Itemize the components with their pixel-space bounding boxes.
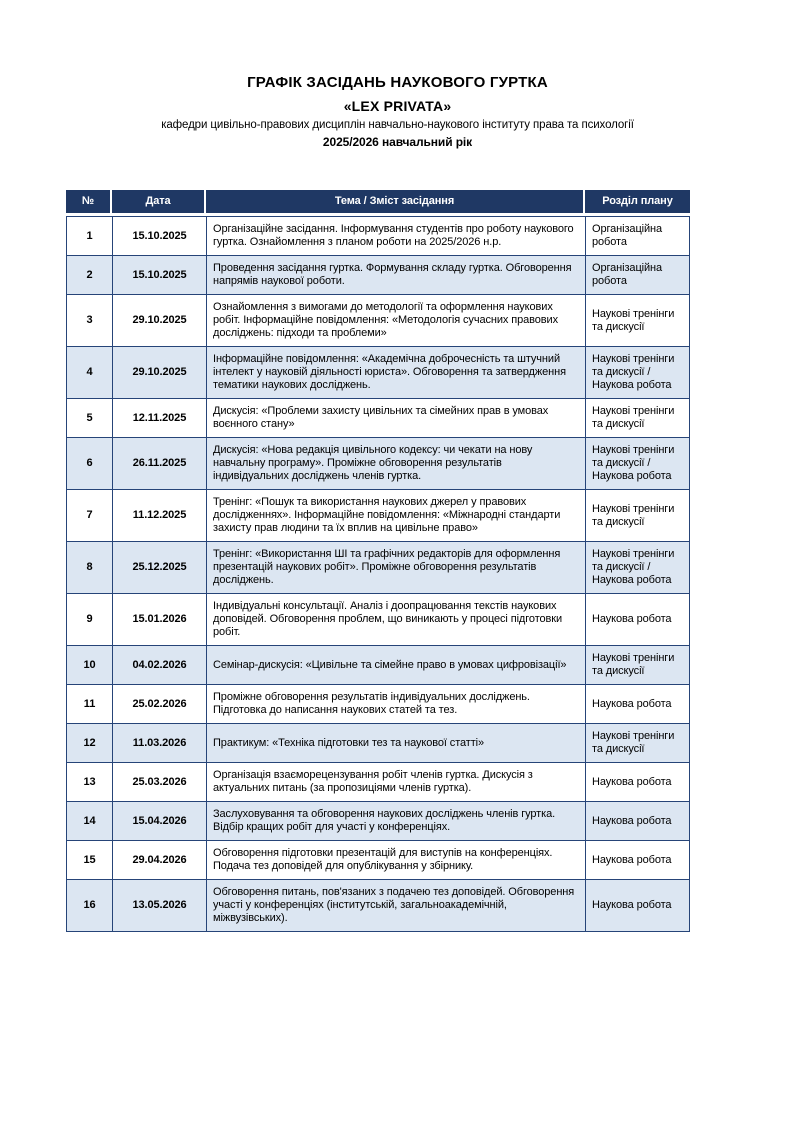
row-section-cell: Наукова робота bbox=[585, 879, 690, 932]
row-date-cell: 15.10.2025 bbox=[112, 255, 206, 294]
row-number-cell: 14 bbox=[66, 801, 112, 840]
row-topic-cell: Тренінг: «Використання ШІ та графічних редакторів для оформлення презентацій наукових робіт». Проміжне обговорення результатів досліджень. bbox=[206, 541, 585, 593]
row-number-cell: 3 bbox=[66, 294, 112, 346]
row-number-cell: 10 bbox=[66, 645, 112, 684]
table-row bbox=[66, 645, 690, 684]
row-section-cell: Наукові тренінги та дискусії / Наукова робота bbox=[585, 346, 690, 398]
table-row bbox=[66, 801, 690, 840]
row-number-cell: 11 bbox=[66, 684, 112, 723]
row-number-cell: 6 bbox=[66, 437, 112, 489]
table-row bbox=[66, 723, 690, 762]
row-topic-cell: Обговорення підготовки презентацій для виступів на конференціях. Подача тез доповідей для опублікування у збірнику. bbox=[206, 840, 585, 879]
row-topic-cell: Ознайомлення з вимогами до методології та оформлення наукових робіт. Інформаційне повідомлення: «Методологія сучасних правових досліджень: підходи та проблеми» bbox=[206, 294, 585, 346]
table-row bbox=[66, 489, 690, 541]
row-number-cell: 13 bbox=[66, 762, 112, 801]
row-section-cell: Організаційна робота bbox=[585, 255, 690, 294]
document-title-block bbox=[0, 0, 795, 149]
row-topic-cell: Дискусія: «Нова редакція цивільного кодексу: чи чекати на нову навчальну програму». Проміжне обговорення результатів індивідуальних досліджень членів гуртка. bbox=[206, 437, 585, 489]
row-number-cell: 2 bbox=[66, 255, 112, 294]
row-date-cell: 26.11.2025 bbox=[112, 437, 206, 489]
row-date-cell: 11.03.2026 bbox=[112, 723, 206, 762]
row-section-cell: Наукова робота bbox=[585, 684, 690, 723]
row-date-cell: 13.05.2026 bbox=[112, 879, 206, 932]
row-section-cell: Наукова робота bbox=[585, 840, 690, 879]
row-topic-cell: Семінар-дискусія: «Цивільне та сімейне право в умовах цифровізації» bbox=[206, 645, 585, 684]
document-title: ГРАФІК ЗАСІДАНЬ НАУКОВОГО ГУРТКА bbox=[247, 74, 548, 91]
row-topic-cell: Практикум: «Техніка підготовки тез та наукової статті» bbox=[206, 723, 585, 762]
circle-name: «LEX PRIVATA» bbox=[343, 98, 452, 114]
row-date-cell: 25.03.2026 bbox=[112, 762, 206, 801]
table-row bbox=[66, 398, 690, 437]
table-row bbox=[66, 346, 690, 398]
column-header-topic: Тема / Зміст засідання bbox=[206, 190, 585, 216]
row-number-cell: 7 bbox=[66, 489, 112, 541]
row-topic-cell: Організаційне засідання. Інформування студентів про роботу наукового гуртка. Ознайомлення з планом роботи на 2025/2026 н.р. bbox=[206, 216, 585, 255]
row-topic-cell: Тренінг: «Пошук та використання наукових джерел у правових дослідженнях». Інформаційне повідомлення: «Міжнародні стандарти захисту прав людини та їх вплив на цивільне право» bbox=[206, 489, 585, 541]
row-section-cell: Організаційна робота bbox=[585, 216, 690, 255]
row-date-cell: 15.01.2026 bbox=[112, 593, 206, 645]
row-section-cell: Наукові тренінги та дискусії bbox=[585, 294, 690, 346]
row-number-cell: 16 bbox=[66, 879, 112, 932]
department-line: кафедри цивільно-правових дисциплін навчально-наукового інституту права та психології bbox=[161, 119, 634, 131]
academic-year: 2025/2026 навчальний рік bbox=[322, 135, 473, 149]
row-date-cell: 15.04.2026 bbox=[112, 801, 206, 840]
row-section-cell: Наукова робота bbox=[585, 593, 690, 645]
row-date-cell: 29.04.2026 bbox=[112, 840, 206, 879]
row-number-cell: 4 bbox=[66, 346, 112, 398]
row-topic-cell: Індивідуальні консультації. Аналіз і доопрацювання текстів наукових доповідей. Обговорення проблем, що виникають у процесі підготовки робіт. bbox=[206, 593, 585, 645]
table-row bbox=[66, 762, 690, 801]
table-row bbox=[66, 879, 690, 932]
row-date-cell: 25.02.2026 bbox=[112, 684, 206, 723]
row-section-cell: Наукові тренінги та дискусії bbox=[585, 398, 690, 437]
row-number-cell: 12 bbox=[66, 723, 112, 762]
row-section-cell: Наукові тренінги та дискусії bbox=[585, 723, 690, 762]
table-row bbox=[66, 593, 690, 645]
column-header-number: № bbox=[66, 190, 112, 216]
schedule-table-header bbox=[66, 190, 690, 216]
table-row bbox=[66, 684, 690, 723]
row-date-cell: 12.11.2025 bbox=[112, 398, 206, 437]
row-date-cell: 25.12.2025 bbox=[112, 541, 206, 593]
row-date-cell: 11.12.2025 bbox=[112, 489, 206, 541]
table-row bbox=[66, 255, 690, 294]
schedule-table bbox=[66, 190, 690, 932]
row-section-cell: Наукові тренінги та дискусії / Наукова робота bbox=[585, 541, 690, 593]
column-header-section: Розділ плану bbox=[585, 190, 690, 216]
row-topic-cell: Організація взаєморецензування робіт членів гуртка. Дискусія з актуальних питань (за пропозиціями членів гуртка). bbox=[206, 762, 585, 801]
row-date-cell: 04.02.2026 bbox=[112, 645, 206, 684]
schedule-table-body bbox=[66, 216, 690, 932]
row-topic-cell: Обговорення питань, пов'язаних з подачею тез доповідей. Обговорення участі у конференціях (інститутській, загальноакадемічній, міжвузівських). bbox=[206, 879, 585, 932]
column-header-date: Дата bbox=[112, 190, 206, 216]
row-topic-cell: Проміжне обговорення результатів індивідуальних досліджень. Підготовка до написання наукових статей та тез. bbox=[206, 684, 585, 723]
header-row bbox=[66, 190, 690, 216]
row-number-cell: 8 bbox=[66, 541, 112, 593]
table-row bbox=[66, 216, 690, 255]
row-date-cell: 29.10.2025 bbox=[112, 294, 206, 346]
table-row bbox=[66, 541, 690, 593]
row-topic-cell: Дискусія: «Проблеми захисту цивільних та сімейних прав в умовах воєнного стану» bbox=[206, 398, 585, 437]
row-section-cell: Наукові тренінги та дискусії bbox=[585, 645, 690, 684]
row-section-cell: Наукова робота bbox=[585, 762, 690, 801]
table-row bbox=[66, 294, 690, 346]
row-topic-cell: Заслуховування та обговорення наукових досліджень членів гуртка. Відбір кращих робіт для участі у конференціях. bbox=[206, 801, 585, 840]
row-section-cell: Наукові тренінги та дискусії / Наукова робота bbox=[585, 437, 690, 489]
row-topic-cell: Інформаційне повідомлення: «Академічна доброчесність та штучний інтелект у науковій діяльності юриста». Обговорення та затвердження тематики наукових досліджень. bbox=[206, 346, 585, 398]
row-number-cell: 1 bbox=[66, 216, 112, 255]
row-topic-cell: Проведення засідання гуртка. Формування складу гуртка. Обговорення напрямів наукової роботи. bbox=[206, 255, 585, 294]
row-date-cell: 15.10.2025 bbox=[112, 216, 206, 255]
row-number-cell: 15 bbox=[66, 840, 112, 879]
row-number-cell: 9 bbox=[66, 593, 112, 645]
row-number-cell: 5 bbox=[66, 398, 112, 437]
row-section-cell: Наукові тренінги та дискусії bbox=[585, 489, 690, 541]
row-date-cell: 29.10.2025 bbox=[112, 346, 206, 398]
table-row bbox=[66, 437, 690, 489]
row-section-cell: Наукова робота bbox=[585, 801, 690, 840]
table-row bbox=[66, 840, 690, 879]
